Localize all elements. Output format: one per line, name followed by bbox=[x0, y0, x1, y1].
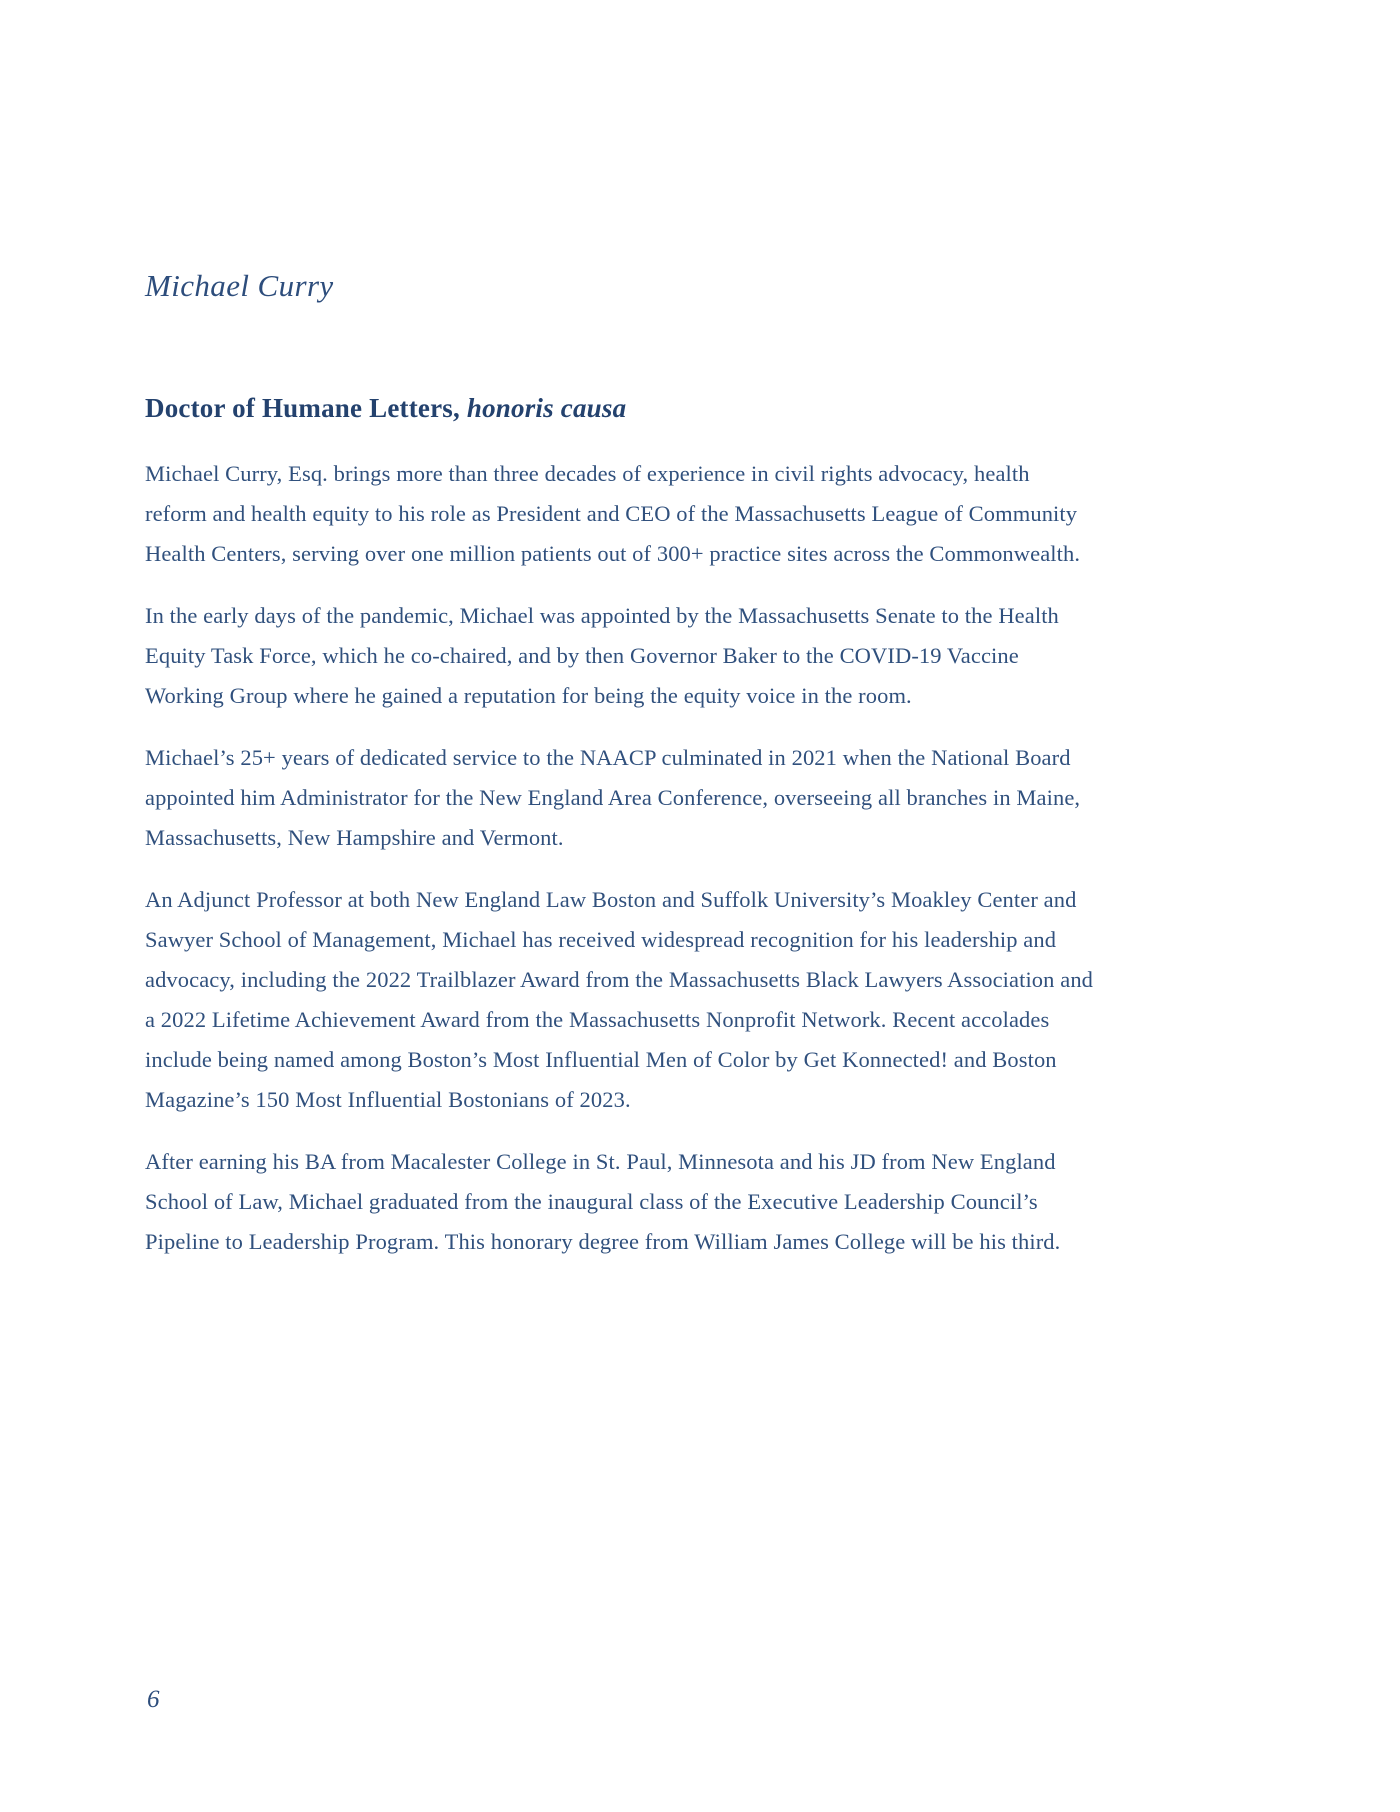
bio-paragraph: After earning his BA from Macalester College in St. Paul, Minnesota and his JD from New England School of Law, Michael graduated from the inaugural class of the Executive Leadership Council’s Pipeline to Leadership Program. This honorary degree from William James College will be his third. bbox=[145, 1149, 1061, 1254]
bio-paragraph: Michael Curry, Esq. brings more than three decades of experience in civil rights advocacy, health reform and health equity to his role as President and CEO of the Massachusetts League of Community Health Centers, serving over one million patients out of 300+ practice sites across the Commonwealth. bbox=[145, 461, 1081, 566]
degree-title-main: Doctor of Humane Letters, bbox=[145, 393, 460, 423]
bio-paragraph: Michael’s 25+ years of dedicated service to the NAACP culminated in 2021 when the National Board appointed him Administrator for the New England Area Conference, overseeing all branches in Maine, Massachusetts, New Hampshire and Vermont. bbox=[145, 745, 1081, 850]
page-content bbox=[145, 0, 1097, 1284]
bio-paragraph: An Adjunct Professor at both New England Law Boston and Suffolk University’s Moakley Center and Sawyer School of Management, Michael has received widespread recognition for his leadership and advocacy, including the 2022 Trailblazer Award from the Massachusetts Black Lawyers Association and a 2022 Lifetime Achievement Award from the Massachusetts Nonprofit Network. Recent accolades include being named among Boston’s Most Influential Men of Color by Get Konnected! and Boston Magazine’s 150 Most Influential Bostonians of 2023. bbox=[145, 887, 1094, 1112]
degree-title-heading bbox=[145, 390, 1097, 426]
degree-title-latin: honoris causa bbox=[466, 393, 627, 423]
bio-paragraph: In the early days of the pandemic, Michael was appointed by the Massachusetts Senate to the Health Equity Task Force, which he co-chaired, and by then Governor Baker to the COVID-19 Vaccine Working Group where he gained a reputation for being the equity voice in the room. bbox=[145, 603, 1059, 708]
person-name-heading: Michael Curry bbox=[145, 268, 334, 303]
biography-text bbox=[145, 454, 1097, 1262]
page-number: 6 bbox=[147, 1686, 160, 1713]
